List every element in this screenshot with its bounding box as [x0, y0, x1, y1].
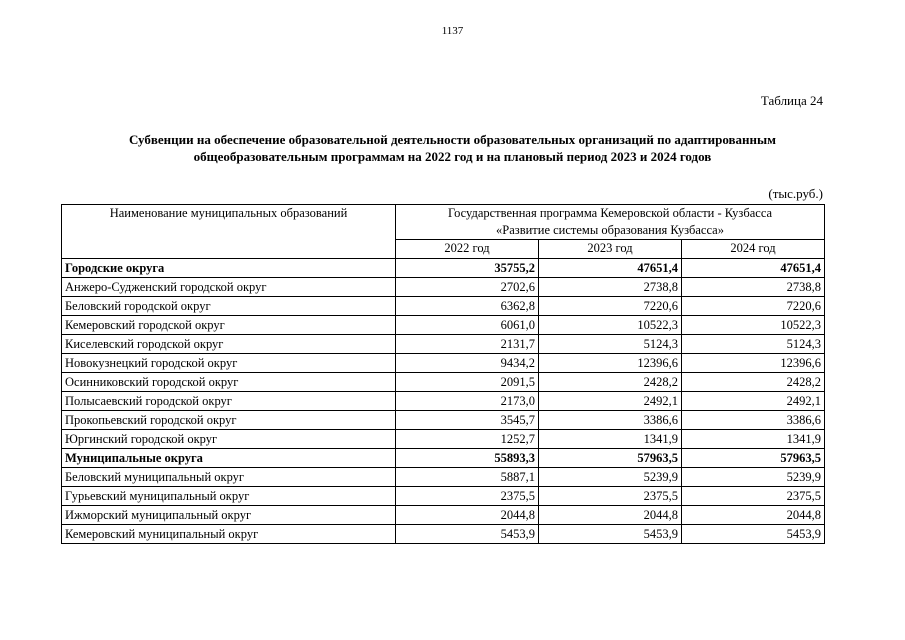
amount-2022: 2044,8 — [396, 506, 539, 525]
amount-2023: 12396,6 — [539, 354, 682, 373]
page-number: 1137 — [441, 25, 464, 37]
amount-2024: 7220,6 — [682, 297, 825, 316]
table-row — [62, 468, 825, 487]
amount-2024: 10522,3 — [682, 316, 825, 335]
header-program-line1: Государственная программа Кемеровской области - Кузбасса — [447, 206, 773, 220]
table-row — [62, 411, 825, 430]
amount-2022: 2091,5 — [396, 373, 539, 392]
amount-2024: 47651,4 — [682, 259, 825, 278]
municipality-name: Осинниковский городской округ — [62, 373, 396, 392]
amount-2022: 5887,1 — [396, 468, 539, 487]
amount-2022: 9434,2 — [396, 354, 539, 373]
table-row — [62, 316, 825, 335]
document-title: Субвенции на обеспечение образовательной деятельности образовательных организаций по адаптированным общеобразовательным программам на 2022 год и на плановый период 2023 и 2024 годов — [128, 132, 777, 164]
amount-2022: 2702,6 — [396, 278, 539, 297]
table-row — [62, 525, 825, 544]
table-row — [62, 392, 825, 411]
amount-2024: 1341,9 — [682, 430, 825, 449]
municipality-name: Полысаевский городской округ — [62, 392, 396, 411]
table-row — [62, 430, 825, 449]
amount-2024: 2375,5 — [682, 487, 825, 506]
amount-2022: 6362,8 — [396, 297, 539, 316]
amount-2024: 5239,9 — [682, 468, 825, 487]
municipality-name: Ижморский муниципальный округ — [62, 506, 396, 525]
municipality-name: Городские округа — [62, 259, 396, 278]
amount-2022: 2375,5 — [396, 487, 539, 506]
header-program — [396, 205, 825, 240]
table-label: Таблица 24 — [760, 93, 823, 108]
municipality-name: Муниципальные округа — [62, 449, 396, 468]
amount-2022: 6061,0 — [396, 316, 539, 335]
amount-2022: 2173,0 — [396, 392, 539, 411]
amount-2024: 12396,6 — [682, 354, 825, 373]
municipality-name: Беловский городской округ — [62, 297, 396, 316]
municipality-name: Новокузнецкий городской округ — [62, 354, 396, 373]
amount-2023: 2375,5 — [539, 487, 682, 506]
table-row — [62, 487, 825, 506]
amount-2023: 5124,3 — [539, 335, 682, 354]
municipality-name: Киселевский городской округ — [62, 335, 396, 354]
amount-2024: 2492,1 — [682, 392, 825, 411]
amount-2024: 2044,8 — [682, 506, 825, 525]
amount-2023: 2044,8 — [539, 506, 682, 525]
header-year-2024: 2024 год — [682, 240, 825, 259]
amount-2022: 1252,7 — [396, 430, 539, 449]
table-row — [62, 354, 825, 373]
units-label: (тыс.руб.) — [768, 186, 823, 201]
amount-2022: 5453,9 — [396, 525, 539, 544]
amount-2023: 1341,9 — [539, 430, 682, 449]
amount-2023: 5239,9 — [539, 468, 682, 487]
amount-2022: 2131,7 — [396, 335, 539, 354]
municipality-name: Кемеровский муниципальный округ — [62, 525, 396, 544]
header-name-column: Наименование муниципальных образований — [62, 205, 396, 259]
amount-2024: 2738,8 — [682, 278, 825, 297]
amount-2022: 55893,3 — [396, 449, 539, 468]
amount-2023: 7220,6 — [539, 297, 682, 316]
amount-2022: 3545,7 — [396, 411, 539, 430]
table-row — [62, 373, 825, 392]
municipality-name: Гурьевский муниципальный округ — [62, 487, 396, 506]
table-row — [62, 506, 825, 525]
table-row — [62, 335, 825, 354]
amount-2023: 2738,8 — [539, 278, 682, 297]
amount-2023: 10522,3 — [539, 316, 682, 335]
header-year-2022: 2022 год — [396, 240, 539, 259]
table-row-total — [62, 259, 825, 278]
municipality-name: Беловский муниципальный округ — [62, 468, 396, 487]
amount-2024: 57963,5 — [682, 449, 825, 468]
amount-2022: 35755,2 — [396, 259, 539, 278]
amount-2023: 2492,1 — [539, 392, 682, 411]
subsidies-table — [61, 204, 825, 544]
amount-2023: 2428,2 — [539, 373, 682, 392]
amount-2023: 47651,4 — [539, 259, 682, 278]
table-row-total — [62, 449, 825, 468]
header-year-2023: 2023 год — [539, 240, 682, 259]
municipality-name: Кемеровский городской округ — [62, 316, 396, 335]
table-row — [62, 297, 825, 316]
amount-2024: 3386,6 — [682, 411, 825, 430]
table-body — [62, 259, 825, 544]
amount-2023: 57963,5 — [539, 449, 682, 468]
amount-2023: 3386,6 — [539, 411, 682, 430]
municipality-name: Анжеро-Судженский городской округ — [62, 278, 396, 297]
municipality-name: Прокопьевский городской округ — [62, 411, 396, 430]
header-program-line2: «Развитие системы образования Кузбасса» — [496, 223, 724, 237]
amount-2024: 2428,2 — [682, 373, 825, 392]
amount-2024: 5453,9 — [682, 525, 825, 544]
amount-2024: 5124,3 — [682, 335, 825, 354]
municipality-name: Юргинский городской округ — [62, 430, 396, 449]
table-row — [62, 278, 825, 297]
amount-2023: 5453,9 — [539, 525, 682, 544]
